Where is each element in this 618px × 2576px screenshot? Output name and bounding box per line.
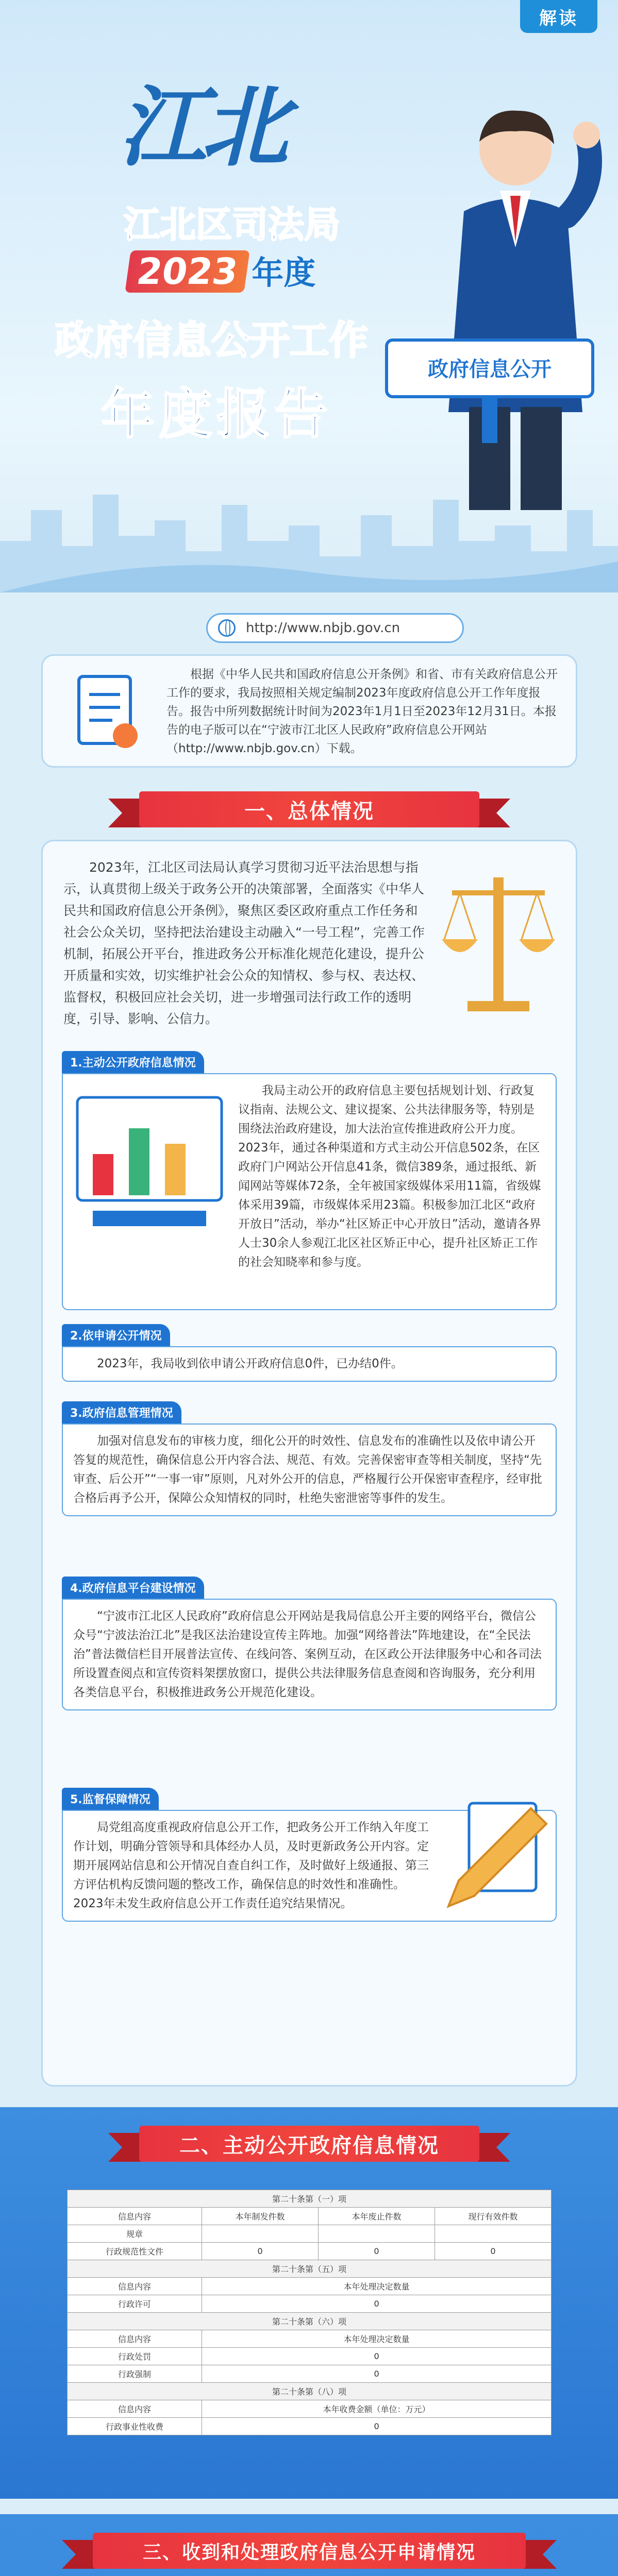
table1-group-3: 第二十条第（六）项: [68, 2313, 552, 2330]
year-line: [77, 247, 366, 293]
table1-cell: [435, 2225, 552, 2243]
section-2-title: 二、主动公开政府信息情况: [139, 2126, 479, 2162]
website-url-bar[interactable]: [206, 613, 464, 643]
table1-cell: 行政事业性收费: [68, 2418, 202, 2435]
intro-panel: [41, 654, 577, 768]
table1-cell: 0: [202, 2418, 552, 2435]
table1-head: 本年处理决定数量: [202, 2278, 552, 2295]
card-management: [62, 1401, 557, 1516]
table1-cell: 0: [319, 2243, 435, 2260]
table1-head: 信息内容: [68, 2400, 202, 2418]
official-illustration: [428, 93, 603, 515]
table1-head: 现行有效件数: [435, 2208, 552, 2225]
table1-cell: [319, 2225, 435, 2243]
table1-cell: 行政规范性文件: [68, 2243, 202, 2260]
table1-cell: [202, 2225, 319, 2243]
card-request-title: 2.依申请公开情况: [62, 1324, 170, 1346]
table1-head: 信息内容: [68, 2208, 202, 2225]
section-1-header: [108, 783, 510, 835]
card-supervision-title: 5.监督保障情况: [62, 1788, 159, 1810]
globe-icon: [218, 619, 236, 637]
card-proactive-title: 1.主动公开政府信息情况: [62, 1051, 204, 1073]
table1-cell: 0: [202, 2348, 552, 2365]
card-proactive-text: 我局主动公开的政府信息主要包括规划计划、行政复议指南、法规公文、建议提案、公共法律服务等，特别是围绕法治政府建设，加大法治宣传推进政府公开力度。2023年，通过各种渠道和方式主动公开信息502条，在区政府门户网站公开信息41条，微信389条，通过报纸、新闻网站等媒体72条，全年被国家级媒体采用11篇，省级媒体采用39篇，市级媒体采用23篇。积极参加江北区“政府开放日”活动，举办“社区矫正中心开放日”活动，邀请各界人士30余人参观江北区社区矫正中心，提升社区矫正工作的社会知晓率和参与度。: [62, 1073, 557, 1310]
table1-cell: 规章: [68, 2225, 202, 2243]
table1-group-4: 第二十条第（八）项: [68, 2383, 552, 2400]
card-request-text: 2023年，我局收到依申请公开政府信息0件，已办结0件。: [62, 1346, 557, 1382]
table1-cell: 0: [202, 2295, 552, 2313]
year-suffix: 年度: [252, 254, 316, 292]
table1-head: 本年收费金额（单位：万元）: [202, 2400, 552, 2418]
city-skyline-illustration: [0, 464, 618, 592]
table1-head: 信息内容: [68, 2330, 202, 2348]
scale-of-justice-icon: [442, 862, 555, 1016]
year-value: 2023: [125, 250, 249, 293]
table1-cell: 0: [202, 2365, 552, 2383]
document-icon: [63, 671, 146, 754]
table1-cell: 0: [202, 2243, 319, 2260]
sign-text: 政府信息公开: [428, 358, 552, 381]
overall-text: 2023年，江北区司法局认真学习贯彻习近平法治思想与指示，认真贯彻上级关于政务公开的决策部署，全面落实《中华人民共和国政府信息公开条例》，聚焦区委区政府重点工作任务和社会公众关切，坚持把法治建设主动融入“一号工程”，完善工作机制，拓展公开平台，推进政务公开标准化规范化建设，提升公开质量和实效，切实维护社会公众的知情权、参与权、表达权、监督权，积极回应社会关切，进一步增强司法行政工作的透明度，引导、影响、公信力。: [63, 860, 425, 1026]
table1-cell: 行政处罚: [68, 2348, 202, 2365]
brush-calligraphy-title: 江北: [119, 76, 284, 179]
pencil-icon: [438, 1793, 552, 1917]
table1-cell: 行政许可: [68, 2295, 202, 2313]
intro-text: 根据《中华人民共和国政府信息公开条例》和省、市有关政府信息公开工作的要求，我局按照相关规定编制2023年度政府信息公开工作年度报告。报告中所列数据统计时间为2023年1月1日至2023年12月31日。本报告的电子版可以在“宁波市江北区人民政府”政府信息公开网站（http://www.nbjb.gov.cn）下载。: [166, 668, 558, 755]
card-request: [62, 1324, 557, 1382]
office-name: 江北区司法局: [124, 204, 340, 246]
card-platform-text: “宁波市江北区人民政府”政府信息公开网站是我局信息公开主要的网络平台，微信公众号“宁波法治江北”是我区法治建设宣传主阵地。加强“网络普法”阵地建设，在“全民法治”普法微信栏目开展普法宣传、在线问答、案例互动，在区政公开法律服务中心和各司法所设置查阅点和宣传资料架摆放窗口，提供公共法律服务信息查阅和咨询服务，充分利用各类信息平台，积极推进政务公开规范化建设。: [62, 1599, 557, 1710]
table1-head: 本年处理决定数量: [202, 2330, 552, 2348]
table1-group-1: 第二十条第（一）项: [68, 2190, 552, 2208]
card-platform-title: 4.政府信息平台建设情况: [62, 1577, 204, 1599]
report-title: 年度报告: [101, 383, 332, 446]
section-1-title: 一、总体情况: [139, 791, 479, 827]
card-supervision: [62, 1788, 557, 1922]
bar-chart-illustration: [72, 1092, 227, 1236]
hero-banner: [0, 0, 618, 592]
proactive-disclosure-table: [67, 2190, 552, 2435]
card-supervision-text: 局党组高度重视政府信息公开工作，把政务公开工作纳入年度工作计划，明确分管领导和具体经办人员，及时更新政务公开内容。定期开展网站信息和公开情况自查自纠工作，及时做好上级通报、第三方评估机构反馈问题的整改工作，确保信息的时效性和准确性。2023年未发生政府信息公开工作责任追究结果情况。: [62, 1810, 557, 1922]
table1-cell: 0: [435, 2243, 552, 2260]
website-url[interactable]: http://www.nbjb.gov.cn: [246, 620, 400, 636]
report-subtitle: 政府信息公开工作: [55, 317, 368, 363]
table1-head: 本年废止件数: [319, 2208, 435, 2225]
sign-board: [381, 330, 598, 443]
table1-head: 信息内容: [68, 2278, 202, 2295]
table1-group-2: 第二十条第（五）项: [68, 2260, 552, 2278]
section-3-header: [62, 2524, 557, 2576]
card-platform: [62, 1577, 557, 1710]
table1-cell: 行政强制: [68, 2365, 202, 2383]
interpret-badge[interactable]: 解读: [520, 0, 597, 33]
table1-head: 本年制发件数: [202, 2208, 319, 2225]
section-3-title: 三、收到和处理政府信息公开申请情况: [93, 2533, 526, 2569]
card-management-text: 加强对信息发布的审核力度，细化公开的时效性、信息发布的准确性以及依申请公开答复的规范性，确保信息公开内容合法、规范、有效。完善保密审查等相关制度，坚持“先审查、后公开”“一事一审”原则，凡对外公开的信息，严格履行公开保密审查程序，经审批合格后再予公开，保障公众知情权的同时，杜绝失密泄密等事件的发生。: [62, 1423, 557, 1516]
card-management-title: 3.政府信息管理情况: [62, 1401, 181, 1423]
card-proactive: [62, 1051, 557, 1310]
section-2-header: [108, 2117, 510, 2169]
